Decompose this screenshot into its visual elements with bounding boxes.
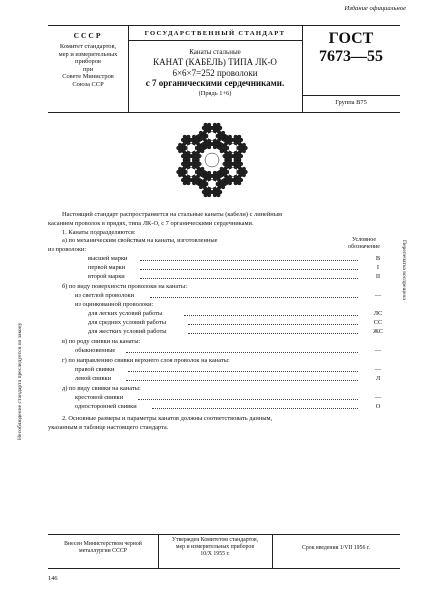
rope-strand-wire xyxy=(207,129,211,133)
rope-strand-wire xyxy=(221,131,225,135)
rope-strand-wire xyxy=(207,193,211,197)
rope-strand-wire xyxy=(207,177,211,181)
rope-strand-wire xyxy=(187,141,191,145)
footer-effective-date: Срок введения 1/VII 1956 г. xyxy=(302,545,370,551)
list-item xyxy=(48,255,390,264)
rope-core xyxy=(205,153,219,167)
standard-title xyxy=(128,48,302,98)
list-item xyxy=(48,394,390,403)
item-2 xyxy=(48,414,390,432)
list-item xyxy=(48,292,390,301)
header-bottom-rule xyxy=(48,112,400,113)
rope-strand-wire xyxy=(217,129,221,133)
rope-strand-wire xyxy=(201,167,205,171)
title-line-3: с 7 органическими сердечниками. xyxy=(145,78,285,88)
item-code: II xyxy=(375,273,381,280)
section-b-galv: из оцинкованной проволоки: xyxy=(75,301,154,308)
rope-strand-wire xyxy=(239,154,243,158)
page-number: 146 xyxy=(48,575,58,582)
rope-strand-wire xyxy=(213,123,217,127)
item-code: СС xyxy=(373,319,383,326)
item-1: 1. Канаты подразделяются: xyxy=(62,229,136,236)
item-code: Л xyxy=(375,375,381,382)
footer-line: металлургии СССР xyxy=(79,548,127,554)
leader-dots xyxy=(188,324,358,325)
header-group-rule xyxy=(302,95,400,96)
org-line: мер и измерительных xyxy=(58,50,118,58)
item-label: левой свивки xyxy=(75,375,112,382)
rope-strand-wire xyxy=(198,154,202,158)
rope-strand-wire xyxy=(196,165,200,169)
rope-strand-wire xyxy=(217,177,221,181)
rope-strand-wire xyxy=(228,181,232,185)
rope-strand-wire xyxy=(242,149,246,153)
section-g-line: г) по направлению свивки верхнего слоя проволок на канаты: xyxy=(62,357,230,364)
rope-strand-wire xyxy=(178,149,182,153)
item-code: — xyxy=(374,292,382,299)
rope-strand-wire xyxy=(228,165,232,169)
rope-strand-wire xyxy=(178,143,182,147)
item-code: I xyxy=(376,264,380,271)
leader-dots xyxy=(188,333,358,334)
item-label: второй марки xyxy=(88,273,125,280)
title-line-1: КАНАТ (КАБЕЛЬ) ТИПА ЛК-О xyxy=(153,57,277,67)
rope-strand-wire xyxy=(221,179,225,183)
rope-strand-wire xyxy=(228,141,232,145)
code-header-line: обозначение xyxy=(348,244,380,250)
list-item xyxy=(48,273,390,282)
item-label: крестовой свивки xyxy=(75,394,124,401)
leader-dots xyxy=(140,269,358,270)
list-item xyxy=(48,366,390,375)
org-block xyxy=(48,31,128,89)
list-item xyxy=(48,328,390,337)
leader-dots xyxy=(152,408,358,409)
rope-strand-wire xyxy=(220,149,224,153)
rope-strand-wire xyxy=(218,190,222,194)
rope-strand-wire xyxy=(223,173,227,177)
item-2-line: указанным в таблице настоящего стандарта. xyxy=(48,424,169,431)
rope-strand-wire xyxy=(178,173,182,177)
rope-strand-wire xyxy=(178,167,182,171)
leader-dots xyxy=(126,380,358,381)
body-text xyxy=(48,210,390,237)
gost-label: ГОСТ xyxy=(328,30,374,47)
footer-introduced-by xyxy=(48,541,158,555)
item-code: — xyxy=(374,347,382,354)
rope-strand-wire xyxy=(199,131,203,135)
org-line: Совете Министров xyxy=(62,73,114,81)
rope-strand-wire xyxy=(221,185,225,189)
org-line: приборов xyxy=(75,58,101,66)
header-top-rule xyxy=(48,25,400,26)
rope-strand-wire xyxy=(237,141,241,145)
section-b-line: б) по виду поверхности проволоки на канаты: xyxy=(62,283,187,290)
footer-line: 10/X 1955 г. xyxy=(200,551,230,557)
item-code: — xyxy=(374,366,382,373)
footer-divider-2 xyxy=(272,534,273,568)
rope-strand-wire xyxy=(196,141,200,145)
item-label: правой свивки xyxy=(75,366,115,373)
header-title-rule xyxy=(128,40,302,41)
list-item xyxy=(48,403,390,412)
leader-dots xyxy=(128,371,358,372)
rope-strand-wire xyxy=(237,165,241,169)
state-standard-label: ГОСУДАРСТВЕННЫЙ СТАНДАРТ xyxy=(144,30,286,37)
org-line: при xyxy=(82,65,94,73)
rope-strand-wire xyxy=(242,167,246,171)
item-code: В xyxy=(375,255,381,262)
leader-dots xyxy=(138,399,358,400)
rope-strand-wire xyxy=(234,151,238,155)
rope-strand-wire xyxy=(199,185,203,189)
rope-strand-wire xyxy=(213,187,217,191)
rope-strand-wire xyxy=(203,137,207,141)
rope-strand-wire xyxy=(192,151,196,155)
list-item xyxy=(48,375,390,384)
rope-strand-wire xyxy=(201,149,205,153)
item-label: для жестких условий работы xyxy=(88,328,167,335)
title-note: (Прядь 1+6) xyxy=(198,89,232,97)
org-line: Союза ССР xyxy=(72,80,104,88)
item-code: ЖС xyxy=(373,328,383,335)
item-label: для средних условий работы xyxy=(88,319,166,326)
item-label: обыкновенные xyxy=(75,347,116,354)
rope-strand-wire xyxy=(182,149,186,153)
intro-line: касанием проволок в прядях, типа ЛК-О, с 7 органическими сердечниками. xyxy=(48,220,254,227)
footer-bottom-rule xyxy=(48,568,400,569)
rope-strand-wire xyxy=(207,145,211,149)
margin-right-text: Перепечатка воспрещена xyxy=(401,240,407,300)
rope-strand-wire xyxy=(220,143,224,147)
item-code: — xyxy=(374,394,382,401)
rope-strand-wire xyxy=(187,157,191,161)
rope-strand-wire xyxy=(223,138,227,142)
rope-strand-wire xyxy=(239,178,243,182)
intro-line: Настоящий стандарт распространяется на стальные канаты (кабели) с линейным xyxy=(62,211,283,218)
rope-strand-wire xyxy=(182,173,186,177)
leader-dots xyxy=(126,352,358,353)
item-label: высшей марки xyxy=(88,255,128,262)
rope-strand-wire xyxy=(199,137,203,141)
rope-strand-wire xyxy=(234,175,238,179)
rope-strand-wire xyxy=(234,135,238,139)
item-code: О xyxy=(375,403,381,410)
footer-line: Утвержден Комитетом стандартов, xyxy=(171,537,259,543)
title-line-2: 6×6×7=252 проволоки xyxy=(172,67,258,78)
rope-strand-wire xyxy=(213,139,217,143)
rope-strand-wire xyxy=(187,181,191,185)
rope-strand-wire xyxy=(223,149,227,153)
rope-strand-wire xyxy=(181,162,185,166)
org-line: Комитет стандартов, xyxy=(59,43,117,50)
footer-line: Внесен Министерством черной xyxy=(64,541,142,547)
leader-dots xyxy=(184,315,358,316)
edition-note: Издание официальное xyxy=(344,5,406,12)
item-label: односторонней свивки xyxy=(75,403,137,410)
list-item xyxy=(48,310,390,319)
footer-approved-by xyxy=(158,537,272,558)
org-country: СССР xyxy=(73,31,103,40)
group-label: Группа В75 xyxy=(335,99,367,106)
rope-strand-wire xyxy=(203,185,207,189)
footer-line: мер и измерительных приборов xyxy=(175,544,255,550)
rope-strand-wire xyxy=(242,173,246,177)
list-item xyxy=(48,264,390,273)
list-item xyxy=(48,347,390,356)
rope-strand-wire xyxy=(187,165,191,169)
list-item xyxy=(48,319,390,328)
leader-dots xyxy=(140,260,358,261)
section-a-line: из проволоки: xyxy=(48,246,87,253)
section-v-line: в) по роду свивки на канаты: xyxy=(62,338,141,345)
section-d-line: д) по виду свивки на канаты: xyxy=(62,385,141,392)
item-code: ЛС xyxy=(373,310,383,317)
rope-cross-section-figure xyxy=(172,120,252,200)
rope-strand-wire xyxy=(223,162,227,166)
item-label: первой марки xyxy=(88,264,126,271)
rope-strand-wire xyxy=(242,143,246,147)
rope-strand-wire xyxy=(192,175,196,179)
rope-strand-wire xyxy=(181,138,185,142)
section-a-line: а) по механическим свойствам на канаты, изготовленные xyxy=(62,237,218,244)
rope-strand-wire xyxy=(220,167,224,171)
rope-strand-wire xyxy=(213,171,217,175)
margin-left-text: Несоблюдение стандарта преследуется по закону xyxy=(17,322,23,440)
rope-strand-wire xyxy=(192,135,196,139)
rope-strand-wire xyxy=(202,126,206,130)
leader-dots xyxy=(150,297,358,298)
item-2-line: 2. Основные размеры и параметры канатов должны соответствовать данным, xyxy=(62,415,273,422)
code-header-line: Условное xyxy=(352,237,376,243)
rope-strand-wire xyxy=(201,173,205,177)
rope-strand-wire xyxy=(198,178,202,182)
gost-block xyxy=(302,30,400,66)
rope-cross-section-svg xyxy=(172,120,252,200)
gost-number: 7673—55 xyxy=(319,48,383,65)
rope-strand-wire xyxy=(228,157,232,161)
title-subtitle: Канаты стальные xyxy=(189,48,241,56)
footer-top-rule xyxy=(48,534,400,535)
item-label: из светлой проволоки xyxy=(75,292,135,299)
item-label: для легких условий работы xyxy=(88,310,163,317)
leader-dots xyxy=(140,278,358,279)
